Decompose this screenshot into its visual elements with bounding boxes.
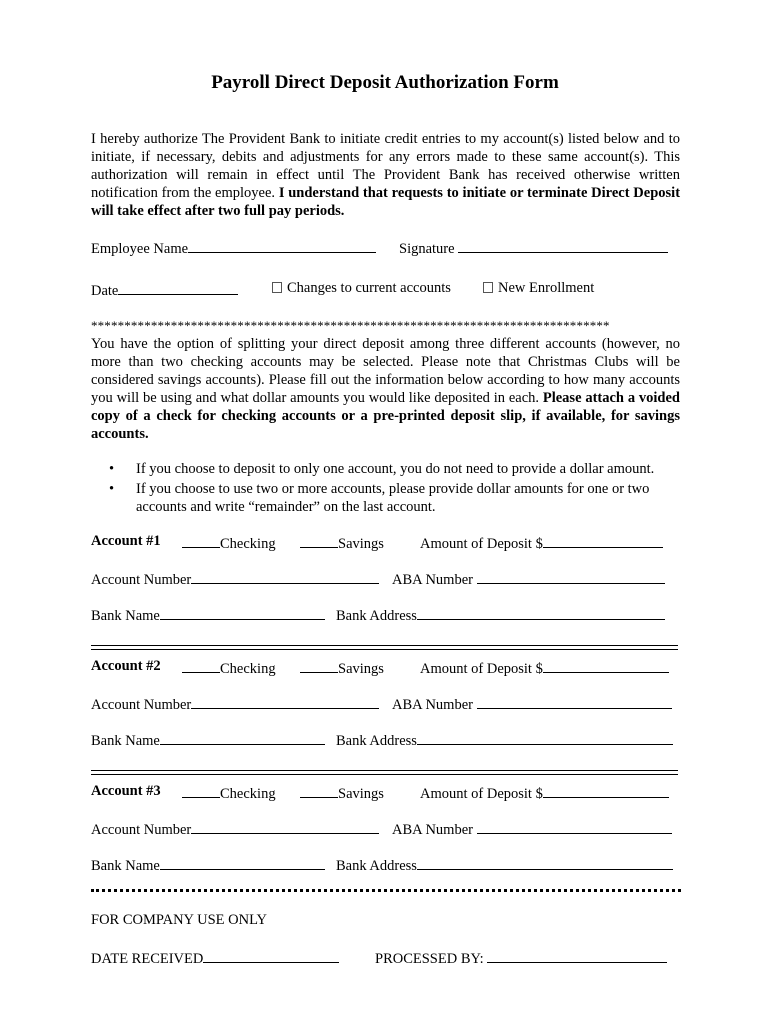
options-paragraph bbox=[91, 335, 680, 443]
new-enrollment-option[interactable] bbox=[483, 280, 594, 297]
account-number-label: Account Number bbox=[91, 822, 192, 838]
amount-label: Amount of Deposit $ bbox=[420, 786, 543, 802]
bank-name-label: Bank Name bbox=[91, 858, 160, 874]
aba-number-label: ABA Number bbox=[392, 572, 473, 588]
account-2-bank-name-field[interactable] bbox=[91, 730, 325, 750]
date-received-label: DATE RECEIVED bbox=[91, 951, 204, 967]
account-1-bank-name-line[interactable] bbox=[160, 605, 325, 620]
account-3-savings-line[interactable] bbox=[300, 783, 338, 798]
changes-checkbox[interactable] bbox=[272, 282, 282, 293]
bullet-item bbox=[109, 460, 680, 478]
double-line-divider bbox=[91, 770, 678, 771]
aba-number-label: ABA Number bbox=[392, 697, 473, 713]
account-2-savings-line[interactable] bbox=[300, 658, 338, 673]
account-number-label: Account Number bbox=[91, 697, 192, 713]
account-2-bank-address-line[interactable] bbox=[417, 730, 673, 745]
bank-address-label: Bank Address bbox=[336, 733, 417, 749]
account-3-bank-name-line[interactable] bbox=[160, 855, 325, 870]
account-3-bank-address-line[interactable] bbox=[417, 855, 673, 870]
account-2-bank-name-line[interactable] bbox=[160, 730, 325, 745]
new-enrollment-label: New Enrollment bbox=[498, 280, 595, 296]
account-1-checking-option[interactable] bbox=[182, 533, 276, 553]
account-2-amount-line[interactable] bbox=[543, 658, 669, 673]
changes-label: Changes to current accounts bbox=[287, 280, 451, 296]
checking-label: Checking bbox=[220, 786, 276, 802]
account-1-bank-address-field[interactable] bbox=[336, 605, 665, 625]
account-3-savings-option[interactable] bbox=[300, 783, 384, 803]
employee-name-field[interactable] bbox=[91, 238, 376, 258]
account-3-aba-field[interactable] bbox=[392, 819, 672, 839]
account-1-aba-line[interactable] bbox=[477, 569, 665, 584]
account-2-checking-line[interactable] bbox=[182, 658, 220, 673]
account-2-savings-option[interactable] bbox=[300, 658, 384, 678]
company-use-heading: FOR COMPANY USE ONLY bbox=[91, 912, 267, 928]
account-2-amount-field[interactable] bbox=[420, 658, 669, 678]
checking-label: Checking bbox=[220, 661, 276, 677]
date-received-line[interactable] bbox=[203, 948, 339, 963]
authorization-bold-text: I understand that requests to initiate or terminate Direct Deposit will take effect after two full pay periods. bbox=[91, 185, 681, 219]
account-1-savings-line[interactable] bbox=[300, 533, 338, 548]
processed-by-label: PROCESSED BY: bbox=[375, 951, 484, 967]
account-3-checking-option[interactable] bbox=[182, 783, 276, 803]
bank-address-label: Bank Address bbox=[336, 858, 417, 874]
account-2-number-line[interactable] bbox=[191, 694, 379, 709]
account-3-label: Account #3 bbox=[91, 783, 161, 799]
star-divider: ****************************************************************************** bbox=[91, 318, 610, 333]
bank-name-label: Bank Name bbox=[91, 733, 160, 749]
date-field[interactable] bbox=[91, 280, 238, 300]
account-1-bank-name-field[interactable] bbox=[91, 605, 325, 625]
signature-field[interactable] bbox=[399, 238, 668, 258]
savings-label: Savings bbox=[338, 536, 384, 552]
account-1-label: Account #1 bbox=[91, 533, 161, 549]
options-text: You have the option of splitting your direct deposit among three different accounts (however, no more than two checking accounts may be selected. Please note that Christmas Clubs will be considered savings accounts). Please fill out the information below according to how many accounts you will be using and what dollar amounts you would like deposited in each. bbox=[91, 336, 680, 406]
dashed-divider bbox=[91, 889, 681, 892]
account-2-label: Account #2 bbox=[91, 658, 161, 674]
account-1-number-field[interactable] bbox=[91, 569, 379, 589]
authorization-paragraph bbox=[91, 130, 680, 220]
bullet-icon: • bbox=[109, 461, 115, 477]
bullet-icon: • bbox=[109, 481, 115, 497]
amount-label: Amount of Deposit $ bbox=[420, 661, 543, 677]
account-3-amount-field[interactable] bbox=[420, 783, 669, 803]
changes-option[interactable] bbox=[272, 280, 451, 297]
account-1-amount-field[interactable] bbox=[420, 533, 663, 553]
new-enrollment-checkbox[interactable] bbox=[483, 282, 493, 293]
options-bold-text: Please attach a voided copy of a check for checking accounts or a pre-printed deposit slip, if available, for savings accounts. bbox=[91, 390, 680, 442]
account-3-amount-line[interactable] bbox=[543, 783, 669, 798]
bullet-text: If you choose to deposit to only one account, you do not need to provide a dollar amount. bbox=[136, 461, 655, 477]
account-2-bank-address-field[interactable] bbox=[336, 730, 673, 750]
signature-line[interactable] bbox=[458, 238, 668, 253]
account-3-bank-address-field[interactable] bbox=[336, 855, 673, 875]
signature-label: Signature bbox=[399, 241, 455, 257]
account-1-savings-option[interactable] bbox=[300, 533, 384, 553]
page-title: Payroll Direct Deposit Authorization Form bbox=[211, 72, 559, 93]
checking-label: Checking bbox=[220, 536, 276, 552]
bullet-item bbox=[109, 480, 680, 516]
account-3-number-line[interactable] bbox=[191, 819, 379, 834]
account-3-checking-line[interactable] bbox=[182, 783, 220, 798]
employee-name-label: Employee Name bbox=[91, 241, 189, 257]
savings-label: Savings bbox=[338, 786, 384, 802]
processed-by-field[interactable] bbox=[375, 948, 667, 968]
aba-number-label: ABA Number bbox=[392, 822, 473, 838]
account-2-checking-option[interactable] bbox=[182, 658, 276, 678]
account-1-number-line[interactable] bbox=[191, 569, 379, 584]
bank-address-label: Bank Address bbox=[336, 608, 417, 624]
bank-name-label: Bank Name bbox=[91, 608, 160, 624]
account-1-amount-line[interactable] bbox=[543, 533, 663, 548]
account-3-bank-name-field[interactable] bbox=[91, 855, 325, 875]
date-label: Date bbox=[91, 283, 119, 299]
account-1-checking-line[interactable] bbox=[182, 533, 220, 548]
processed-by-line[interactable] bbox=[487, 948, 667, 963]
authorization-text: I hereby authorize The Provident Bank to initiate credit entries to my account(s) listed below and to initiate, if necessary, debits and adjustments for any errors made to these same account(s). This authorization will remain in effect until The Provident Bank has received otherwise written notification from the employee. bbox=[91, 131, 680, 201]
account-1-bank-address-line[interactable] bbox=[417, 605, 665, 620]
account-2-number-field[interactable] bbox=[91, 694, 379, 714]
account-1-aba-field[interactable] bbox=[392, 569, 665, 589]
account-number-label: Account Number bbox=[91, 572, 192, 588]
account-3-aba-line[interactable] bbox=[477, 819, 672, 834]
savings-label: Savings bbox=[338, 661, 384, 677]
date-line[interactable] bbox=[118, 280, 238, 295]
double-line-divider bbox=[91, 645, 678, 646]
date-received-field[interactable] bbox=[91, 948, 339, 968]
account-2-aba-line[interactable] bbox=[477, 694, 672, 709]
double-line-divider bbox=[91, 774, 678, 775]
employee-name-line[interactable] bbox=[188, 238, 376, 253]
double-line-divider bbox=[91, 649, 678, 650]
account-3-number-field[interactable] bbox=[91, 819, 379, 839]
bullet-text: If you choose to use two or more accounts, please provide dollar amounts for one or two accounts and write “remainder” on the last account. bbox=[136, 481, 650, 515]
account-2-aba-field[interactable] bbox=[392, 694, 672, 714]
amount-label: Amount of Deposit $ bbox=[420, 536, 543, 552]
